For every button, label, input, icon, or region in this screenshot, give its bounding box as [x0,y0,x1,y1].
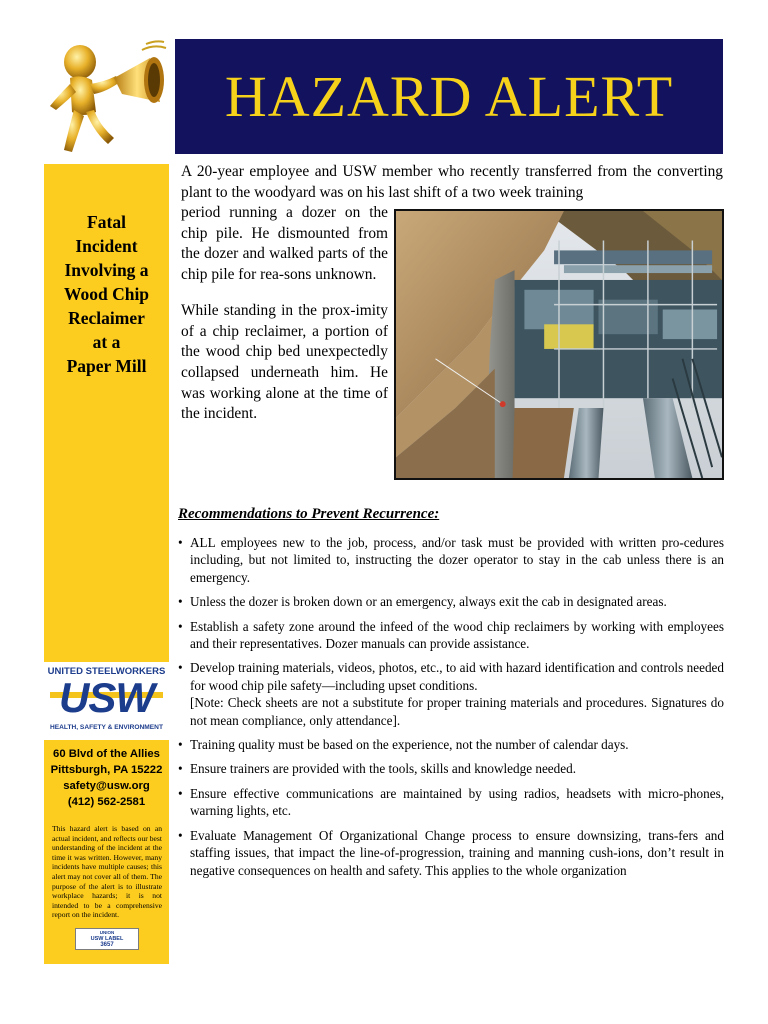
page-title: HAZARD ALERT [224,64,674,129]
recommendation-item: • Unless the dozer is broken down or an emergency, always exit the cab in designated areas. [178,593,724,610]
incident-title-line: Reclaimer [68,308,145,328]
recommendation-item [178,659,724,729]
union-label-middle: USW LABEL [90,936,124,942]
recommendation-text: Develop training materials, videos, photos, etc., to aid with hazard identification and controls needed for wood chip pile safety—including upset conditions. [190,660,724,693]
contact-phone: (412) 562-2581 [67,796,146,808]
usw-logo [44,662,169,740]
incident-title-line: Fatal [87,212,126,232]
union-label-bug [75,928,139,950]
contact-email[interactable]: safety@usw.org [63,780,150,792]
recommendation-item: • Evaluate Management Of Organizational Change process to ensure downsizing, trans-fers and staffing issues, that impact the line-of-progression, training and manning cush-ions, don’t result in negative consequences on health and safety. This applies to the whole organization [178,827,724,879]
recommendation-item: • Establish a safety zone around the infeed of the wood chip reclaimers by working with employees and their representatives. Dozer manuals can provide assistance. [178,618,724,653]
chip-reclaimer-photo [394,209,724,480]
usw-logo-department: HEALTH, SAFETY & ENVIRONMENT [50,724,163,731]
recommendation-item: • Ensure trainers are provided with the tools, skills and knowledge needed. [178,760,724,777]
incident-title [44,210,169,378]
recommendation-item: • Ensure effective communications are maintained by using radios, headsets with micro-phones, warning lights, etc. [178,785,724,820]
incident-title-line: Involving a [64,260,149,280]
union-label-number: 3657 [100,942,114,948]
incident-title-line: Wood Chip [63,284,150,304]
story-paragraph: period running a dozer on the chip pile. He dismounted from the dozer and walked parts of the chip pile for rea-sons unknown. [181,204,388,284]
union-label-top: UNION [99,930,115,935]
recommendation-item: • ALL employees new to the job, process, and/or task must be provided with written pro-cedures including, but not limited to, instructing the dozer operator to stay in the cab unless there is an emergency. [178,534,724,586]
recommendation-item: • Training quality must be based on the experience, not the number of calendar days. [178,736,724,753]
story-intro: A 20-year employee and USW member who recently transferred from the converting plant to the woodyard was on his last shift of a two week training [181,163,723,201]
recommendation-note: [Note: Check sheets are not a substitute for proper training materials and procedures. Signatures do not mean compliance, only attendance]. [190,695,724,728]
incident-title-line: Paper Mill [66,356,147,376]
story-paragraph: While standing in the prox-imity of a chip reclaimer, a portion of the wood chip bed unexpectedly collapsed underneath him. He was working alone at the time of the incident. [181,301,388,423]
hazard-alert-banner [175,39,723,154]
contact-city: Pittsburgh, PA 15222 [50,764,163,776]
usw-logo-letters: USW [59,674,154,721]
left-sidebar [44,164,169,964]
contact-info [44,746,169,810]
story-body [181,203,388,425]
incident-title-line: at a [92,332,121,352]
recommendations-title: Recommendations to Prevent Recurrence: [178,506,440,522]
contact-address: 60 Blvd of the Allies [53,748,160,760]
disclaimer-text: This hazard alert is based on an actual incident, and reflects our best understanding of the incident at the time it was written. However, many incidents have multiple causes; this alert may not cover all of them. The purpose of the alert is to illustrate workplace hazards; it is not intended to be a comprehensive report on the incident. [52,824,162,920]
incident-title-line: Incident [75,236,138,256]
recommendations-list [178,534,724,886]
megaphone-mascot-image [42,40,174,166]
usw-logo-union-name: UNITED STEELWORKERS [47,666,166,677]
